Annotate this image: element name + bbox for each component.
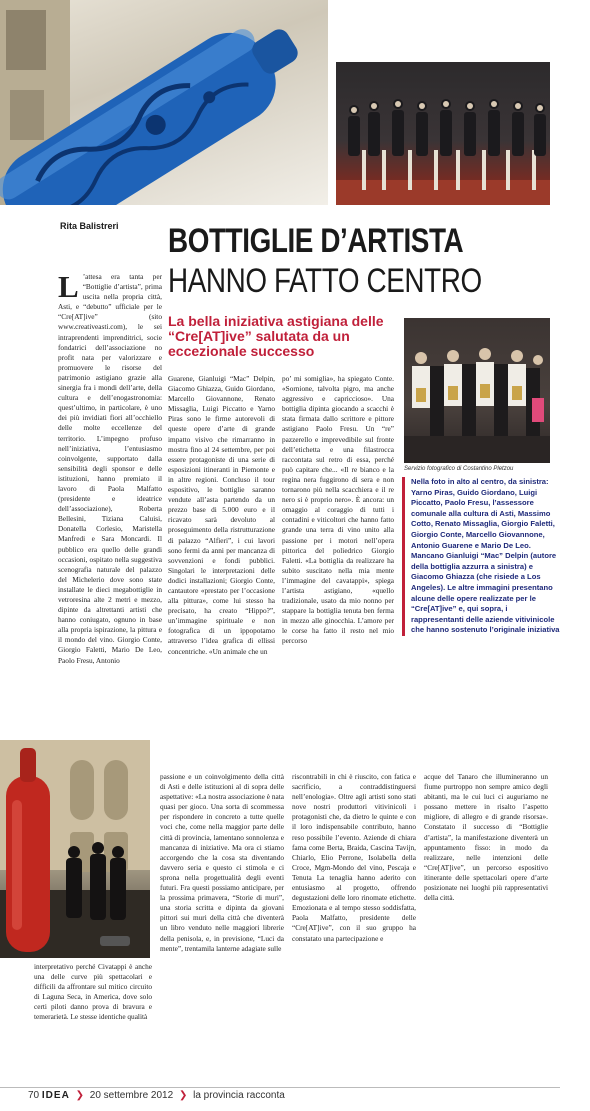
- subheadline: La bella iniziativa astigiana delle “Cre[AT]ive” salutata da un eccezionale successo: [168, 313, 384, 359]
- blue-bottle-illustration: [0, 0, 328, 205]
- page-footer: [28, 1090, 568, 1101]
- page-number: 70: [28, 1090, 40, 1101]
- footer-divider: [0, 1087, 560, 1088]
- article-column-5: passione e un coinvolgimento della città di Asti e delle istituzioni al di sopra delle aspettative: «La nostra associazione è nata quasi per gioco. Una sorta di scommessa per rispondere in concreto a tutte quelle voci che, come nella maggior parte delle città di provincia, lamentano sonnolenza e mancanza di iniziative. Ma ora ci stiamo accorgendo che la cosa sta diventando davvero seria e questo ci stimola e ci sprona nella progettualità degli eventi futuri. Fra questi possiamo anticipare, per la prossima primavera, “Storie di muri”, una storia scritta e dipinta da giovani pittori sui muri della città che diventerà un libro venduto nelle maggiori librerie della penisola, e, in previsione, “Luci da mente”, trentamila lanterne adagiate sulle: [160, 772, 284, 953]
- photo-wineries-representatives: [404, 318, 550, 463]
- chevron-right-icon: ❯: [178, 1090, 188, 1101]
- byline: Rita Balistreri: [60, 221, 119, 231]
- headline-line2: HANNO FATTO CENTRO: [168, 262, 482, 300]
- photo-credit: Servizio fotografico di Costantino Pletzou: [404, 466, 514, 472]
- article-column-4: interpretativo perché Civatappi è anche una delle curve più spettacolari e difficili da affrontare sul mitico circuito di Laguna Seca, in America, dove solo certi piloti danno prova di bravura e temerarietà. Le stesse identiche qualità: [34, 962, 152, 1022]
- drop-cap: L: [58, 272, 79, 304]
- section-name: la provincia racconta: [193, 1090, 285, 1101]
- article-column-3: po’ mi somiglia», ha spiegato Conte. «Sornione, talvolta pigro, ma anche aggressivo e capriccioso». Una bottiglia dipinta giocando a scacchi è stata firmata dallo scrittore e pittore astigiano Paolo Fresu. Un “re” pazzerello e imprevedibile sul fronte dell’etichetta e una filastrocca raccontata sul retro di essa, perché può capitare che... «Il re bianco e la regina nera fuggirono di sera e non tornarono più nella scacchiera e il re nero si è proprio nero». È ancora: un omaggio al coraggio di tutti i contadini e viticoltori che hanno fatto grande una terra di vino unito alla passione per i motori nell’opera pittorica del poliedrico Giorgio Faletti. «La bottiglia da realizzare ha subito suscitato nella mia mente l’immagine del cavatappi», spiega l’artista astigiano, «quello tradizionale, usato da mio nonno per stappare la bottiglia tenuta ben ferma in mezzo alle ginocchia. L’amore per le corse ha fatto il resto nel mio percorso: [282, 374, 394, 646]
- photo-artists-group: [336, 62, 550, 205]
- artists-group-illustration: [336, 62, 550, 205]
- photo-red-bottle-exhibition: [0, 740, 150, 958]
- photo-caption: Nella foto in alto al centro, da sinistra: Yarno Piras, Guido Giordano, Luigi Piccatto, Paolo Fresu, l’assessore comunale alla cultura di Asti, Massimo Cotto, Renato Missaglia, Giorgio Faletti, Giorgio Conte, Marcello Giovannone, Antonio Guarene e Mario De Leo. Mancano Gianluigi “Mac” Delpin (autore della bottiglia azzurra a sinistra) e Giacomo Ghiazza (che risiede a Los Angeles). Le altre immagini presentano alcune delle opere realizzate per le “Cre[AT]ive” e, qui sopra, i rappresentanti delle aziende vitivinicole che hanno sostenuto l’originale iniziativa: [402, 477, 561, 636]
- issue-date: 20 settembre 2012: [89, 1090, 174, 1101]
- article-column-6: riscontrabili in chi è riuscito, con fatica e sacrificio, a contraddistinguersi nell’enologia». Oltre agli artisti sono stati nove nostri produttori vitivinicoli i protagonisti che, da dietro le quinte e con il loro indispensabile contributo, hanno reso possibile l’evento. Aziende di chiara fama come Berta, Braida, Cascina Tavijn, Chiarlo, Elio Perrone, Isolabella della Croce, Mgm-Mondo del vino, Pescaja e Tenuta La tenaglia hanno aderito con entusiasmo al progetto, offrendo degustazioni delle loro rinomate etichette. Emozionata e al tempo stesso soddisfatta, Paola Malfatto, presidente delle “Cre[AT]ive”, con il suo gruppo ha constatato una partecipazione e: [292, 772, 416, 943]
- article-column-1: [58, 272, 162, 722]
- chevron-right-icon: ❯: [75, 1090, 84, 1101]
- article-column-1-text: ’attesa era tanta per “Bottiglie d’artista”, prima uscita nella propria città, Asti, e “debutto” ufficiale per le “Cre[AT]ive” (sito www.creativeasti.com), le sei intraprendenti imprenditrici, socie fondatrici dell’associazione no profit nata per valorizzare e promuovere le risorse del patrimonio astigiano grazie alla sinergia fra i mondi dell’arte, della cultura e dell’enogastronomia: quest’ultimo, in particolare, è uno dei più invidiati fiori all’occhiello delle molte eccellenze del territorio. L’impegno profuso nell’iniziativa, l’entusiasmo coinvolgente, supportato dalla sensibilità degli sponsor e delle istituzioni, hanno premiato il lavoro di Paola Malfatto (presidente e ideatrice dell’associazione), Roberta Bellesini, Tiziana Caluisi, Donatella Corlesio, Maristella Manfredi e Sara Moncardi. Il pubblico era quello delle grandi occasioni, ospitato nella suggestiva scenografia naturale del palazzo del Michelerio dove sono state installate le dieci megabottiglie in vetroresina alte 2 metri e mezzo, dipinte da altrettanti artisti che hanno coniugato, ognuno in base alla propria ispirazione, la pittura e il mondo del vino. Giorgio Conte, Giorgio Faletti, Mario De Leo, Paolo Fresu, Antonio: [58, 272, 162, 665]
- article-column-7: acque del Tanaro che illumineranno un fiume purtroppo non sempre amico degli abitanti, ma le cui luci ci auguriamo ne possano mettere in risalto l’aspetto migliore, di allegro e di grande risorsa». Constatato il successo di “Bottiglie d’artista”, la manifestazione diventerà un appuntamento fisso: in modo da realizzare, nelle intenzioni delle “Cre[AT]ive”, un percorso espositivo itinerante delle spettacolari opere d’arte posizionate nei luoghi più rappresentativi della città.: [424, 772, 548, 903]
- article-column-2: Guarene, Gianluigi “Mac” Delpin, Giacomo Ghiazza, Guido Giordano, Marcello Giovannone, Renato Missaglia, Luigi Piccatto e Yarno Piras sono le firme autorevoli di queste opere d’arte di grande impatto visivo che rimarranno in mostra fino al 24 settembre, per poi essere protagoniste di una serie di esposizioni itineranti in Piemonte e in altre regioni. Concluso il tour espositivo, le bottiglie saranno vendute all’asta partendo da un prezzo base di 5.000 euro e il ricavato sarà devoluto al proseguimento della ristrutturazione di palazzo “Alfieri”, i cui lavori sono fermi da anni per mancanza di sovvenzioni e fondi pubblici. Singolari le interpretazioni delle dodici installazioni; Giorgio Conte, cantautore «prestato per l’occasione alla pittura», come lui stesso ha precisato, ha creato “Hippo?”, un’immagine spirituale e non fotografica di un ippopotamo attraverso l’idea grafica di ellissi concentriche. «Un animale che un: [168, 374, 275, 656]
- magazine-brand: IDEA: [41, 1090, 70, 1101]
- wineries-representatives-illustration: [404, 318, 550, 463]
- headline-line1: BOTTIGLIE D’ARTISTA: [168, 222, 464, 260]
- photo-blue-bottle: [0, 0, 328, 205]
- red-bottle-exhibition-illustration: [0, 740, 150, 958]
